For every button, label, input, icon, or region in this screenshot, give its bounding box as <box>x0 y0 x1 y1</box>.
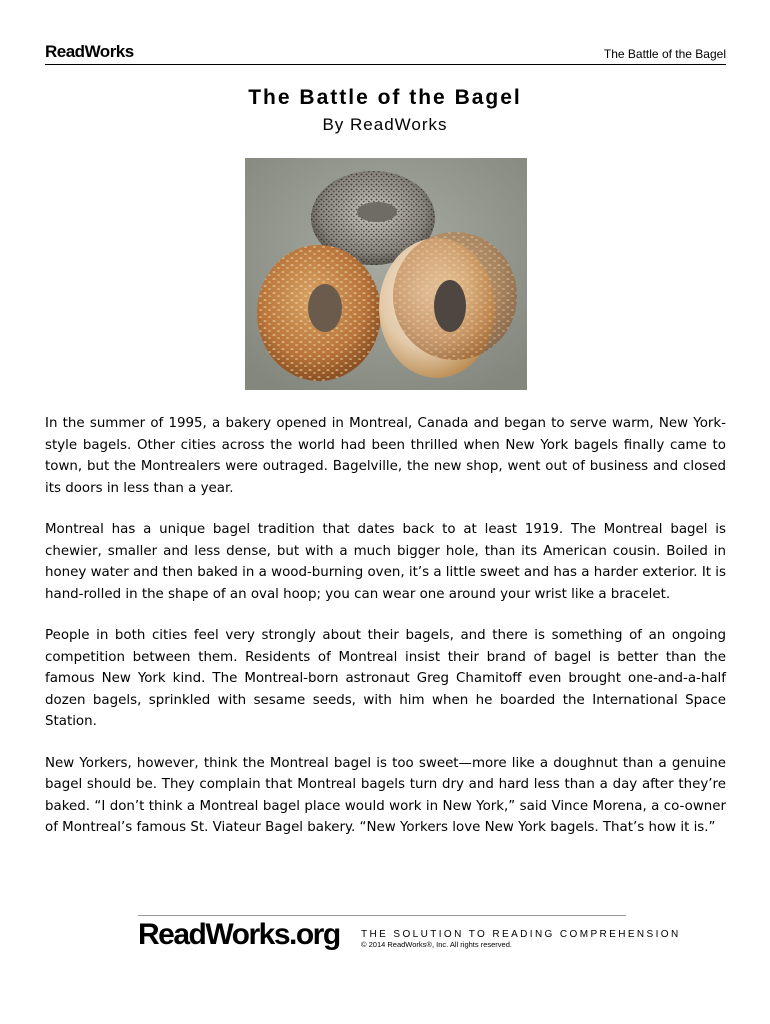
article-body <box>45 413 726 859</box>
paragraph-3: People in both cities feel very strongly about their bagels, and there is something of an ongoing competition between them. Residents of Montreal insist their brand of bagel is better than the famous New York kind. The Montreal-born astronaut Greg Chamitoff even brought one-and-a-half dozen bagels, sprinkled with sesame seeds, with him when he boarded the International Space Station. <box>45 628 726 729</box>
footer-logo: ReadWorks.org <box>138 918 340 951</box>
footer-tagline: THE SOLUTION TO READING COMPREHENSION <box>361 929 681 940</box>
bagels-photo <box>245 158 527 390</box>
paragraph-2: Montreal has a unique bagel tradition that dates back to at least 1919. The Montreal bagel is chewier, smaller and less dense, but with a much bigger hole, than its American cousin. Boiled in honey water and then baked in a wood-burning oven, it’s a little sweet and has a harder exterior. It is hand-rolled in the shape of an oval hoop; you can wear one around your wrist like a bracelet. <box>45 522 726 602</box>
article-title: The Battle of the Bagel <box>248 86 522 109</box>
article-byline: By ReadWorks <box>322 115 448 134</box>
bagels-illustration <box>245 158 527 390</box>
footer-copyright: © 2014 ReadWorks®, Inc. All rights reserved. <box>361 940 512 949</box>
paragraph-4: New Yorkers, however, think the Montreal bagel is too sweet—more like a doughnut than a genuine bagel should be. They complain that Montreal bagels turn dry and hard less than a day after they’re baked. “I don’t think a Montreal bagel place would work in New York,” said Vince Morena, a co-owner of Montreal’s famous St. Viateur Bagel bakery. “New Yorkers love New York bagels. That’s how it is.” <box>45 755 726 835</box>
header-title: The Battle of the Bagel <box>603 47 726 61</box>
footer-divider <box>138 915 626 916</box>
paragraph-1: In the summer of 1995, a bakery opened in Montreal, Canada and began to serve warm, New York-style bagels. Other cities across the world had been thrilled when New York bagels finally came to town, but the Montrealers were outraged. Bagelville, the new shop, went out of business and closed its doors in less than a year. <box>45 416 726 496</box>
readworks-logo: ReadWorks <box>45 42 134 61</box>
page-header <box>45 44 726 65</box>
